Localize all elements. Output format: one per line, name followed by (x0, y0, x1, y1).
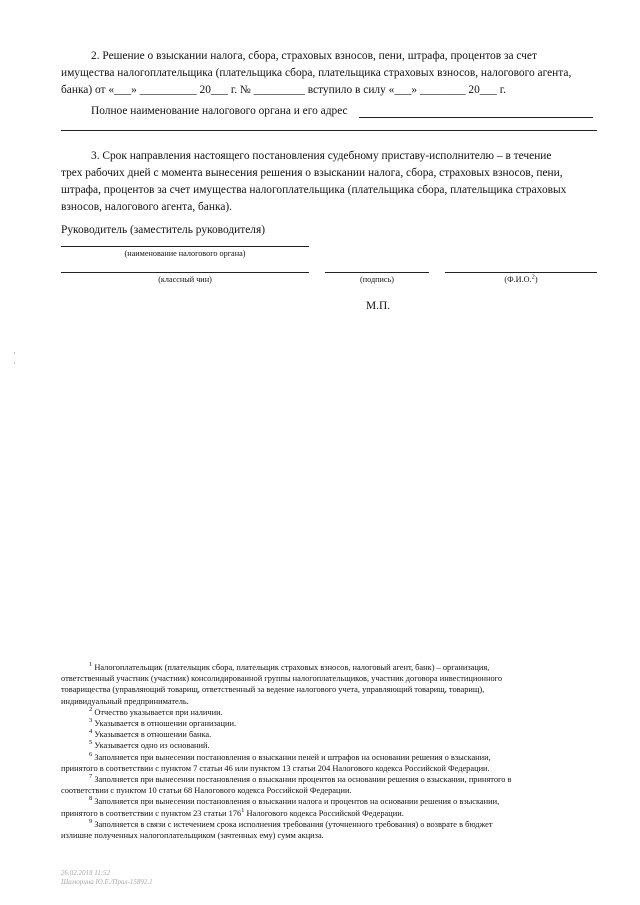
section-3-line-4: взносов, налогового агента, банка). (61, 201, 233, 213)
fio-line[interactable] (445, 272, 597, 273)
tax-authority-field-line[interactable] (359, 117, 593, 118)
section-3-paragraph (61, 148, 595, 216)
registration-stamp (61, 869, 153, 887)
footnote-9-line-2: излишне полученных налогоплательщиком (зачтенных ему) сумм акциза. (61, 831, 324, 841)
authority-name-caption: (наименование налогового органа) (124, 249, 246, 258)
footnote-6: $^6$ Заполняется при вынесении постановления о взыскании пеней и штрафов на основании решения о взыскании, (89, 750, 491, 762)
footnote-1-line-4: индивидуальный предприниматель. (61, 696, 189, 706)
fio-caption (445, 275, 597, 284)
fio-footnote-mark: 2 (531, 273, 535, 281)
binding-mark (14, 362, 15, 364)
section-2-paragraph (61, 48, 595, 99)
section-3-line-1: 3. Срок направления настоящего постановления судебному приставу-исполнителю – в течение (91, 150, 552, 162)
signature-caption: (подпись) (360, 275, 394, 284)
signature-line[interactable] (325, 272, 429, 273)
footnote-8: $^8$ Заполняется при вынесении постановления о взыскании налога и процентов на основании решения о взыскании, (89, 795, 500, 807)
footnote-4: $^4$ Указывается в отношении банка. (89, 728, 212, 740)
class-rank-line[interactable] (61, 272, 309, 273)
footnote-8-line-2: принятого в соответствии с пунктом 23 статьи $176^1$ Налогового кодекса Российской Федерации. (61, 806, 404, 818)
section-2-line-1: 2. Решение о взыскании налога, сбора, страховых взносов, пени, штрафа, процентов за счет (91, 50, 537, 62)
binding-mark (14, 352, 15, 354)
footnote-1-line-3: товарищества (управляющий товарищ, ответственный за ведение налогового учета, управляющий товарищ, товарищ), (61, 685, 485, 695)
footnote-7: $^7$ Заполняется при вынесении постановления о взыскании процентов на основании решения о взыскании, принятого в (89, 773, 512, 785)
footnote-7-line-2: соответствии с пунктом 10 статьи 68 Налогового кодекса Российской Федерации. (61, 786, 352, 796)
footnote-2: $^2$ Отчество указывается при наличии. (89, 706, 223, 717)
tax-authority-label: Полное наименование налогового органа и его адрес (91, 105, 348, 117)
section-2-line-2: имущества налогоплательщика (плательщика сбора, плательщика страховых взносов, налогового агента, (61, 67, 572, 79)
footnote-3: $^3$ Указывается в отношении организации. (89, 717, 237, 729)
fio-caption-close: ) (534, 275, 538, 284)
stamp-reference: Шаморина Ю.Е./Прил-15892.1 (61, 878, 153, 886)
authority-name-line[interactable] (61, 246, 309, 247)
footnotes (61, 662, 596, 841)
seal-place-mark: М.П. (366, 300, 391, 312)
section-3-line-2: трех рабочих дней с момента вынесения решения о взыскании налога, сбора, страховых взносов, пени, (61, 167, 563, 179)
section-3-line-3: штрафа, процентов за счет имущества налогоплательщика (плательщика сбора, плательщика страховых (61, 184, 567, 196)
head-label: Руководитель (заместитель руководителя) (61, 224, 265, 236)
class-rank-caption: (классный чин) (158, 275, 212, 284)
fio-caption-text: (Ф.И.О. (504, 275, 532, 284)
footnote-1-line-2: ответственный участник (участник) консолидированной группы налогоплательщиков, участник договора инвестиционного (61, 674, 503, 684)
tax-authority-field-line-2[interactable] (61, 130, 597, 131)
footnote-1: $^1$ Налогоплательщик (плательщик сбора, плательщик страховых взносов, налоговый агент, банк) – организация, (89, 661, 490, 672)
footnote-9: $^9$ Заполняется в связи с истечением срока исполнения требования (уточненного требования) о возврате в бюджет (89, 818, 493, 829)
section-2-line-3: банка) от «___» __________ 20___ г. № _________ вступило в силу «___» ________ 20___ г. (61, 84, 506, 96)
footnote-5: $^5$ Указывается одно из оснований. (89, 739, 210, 751)
footnote-6-line-2: принятого в соответствии с пунктом 7 статьи 46 или пунктом 13 статьи 204 Налогового кодекса Российской Федерации. (61, 763, 490, 773)
stamp-date: 26.02.2018 11:52 (61, 869, 111, 877)
